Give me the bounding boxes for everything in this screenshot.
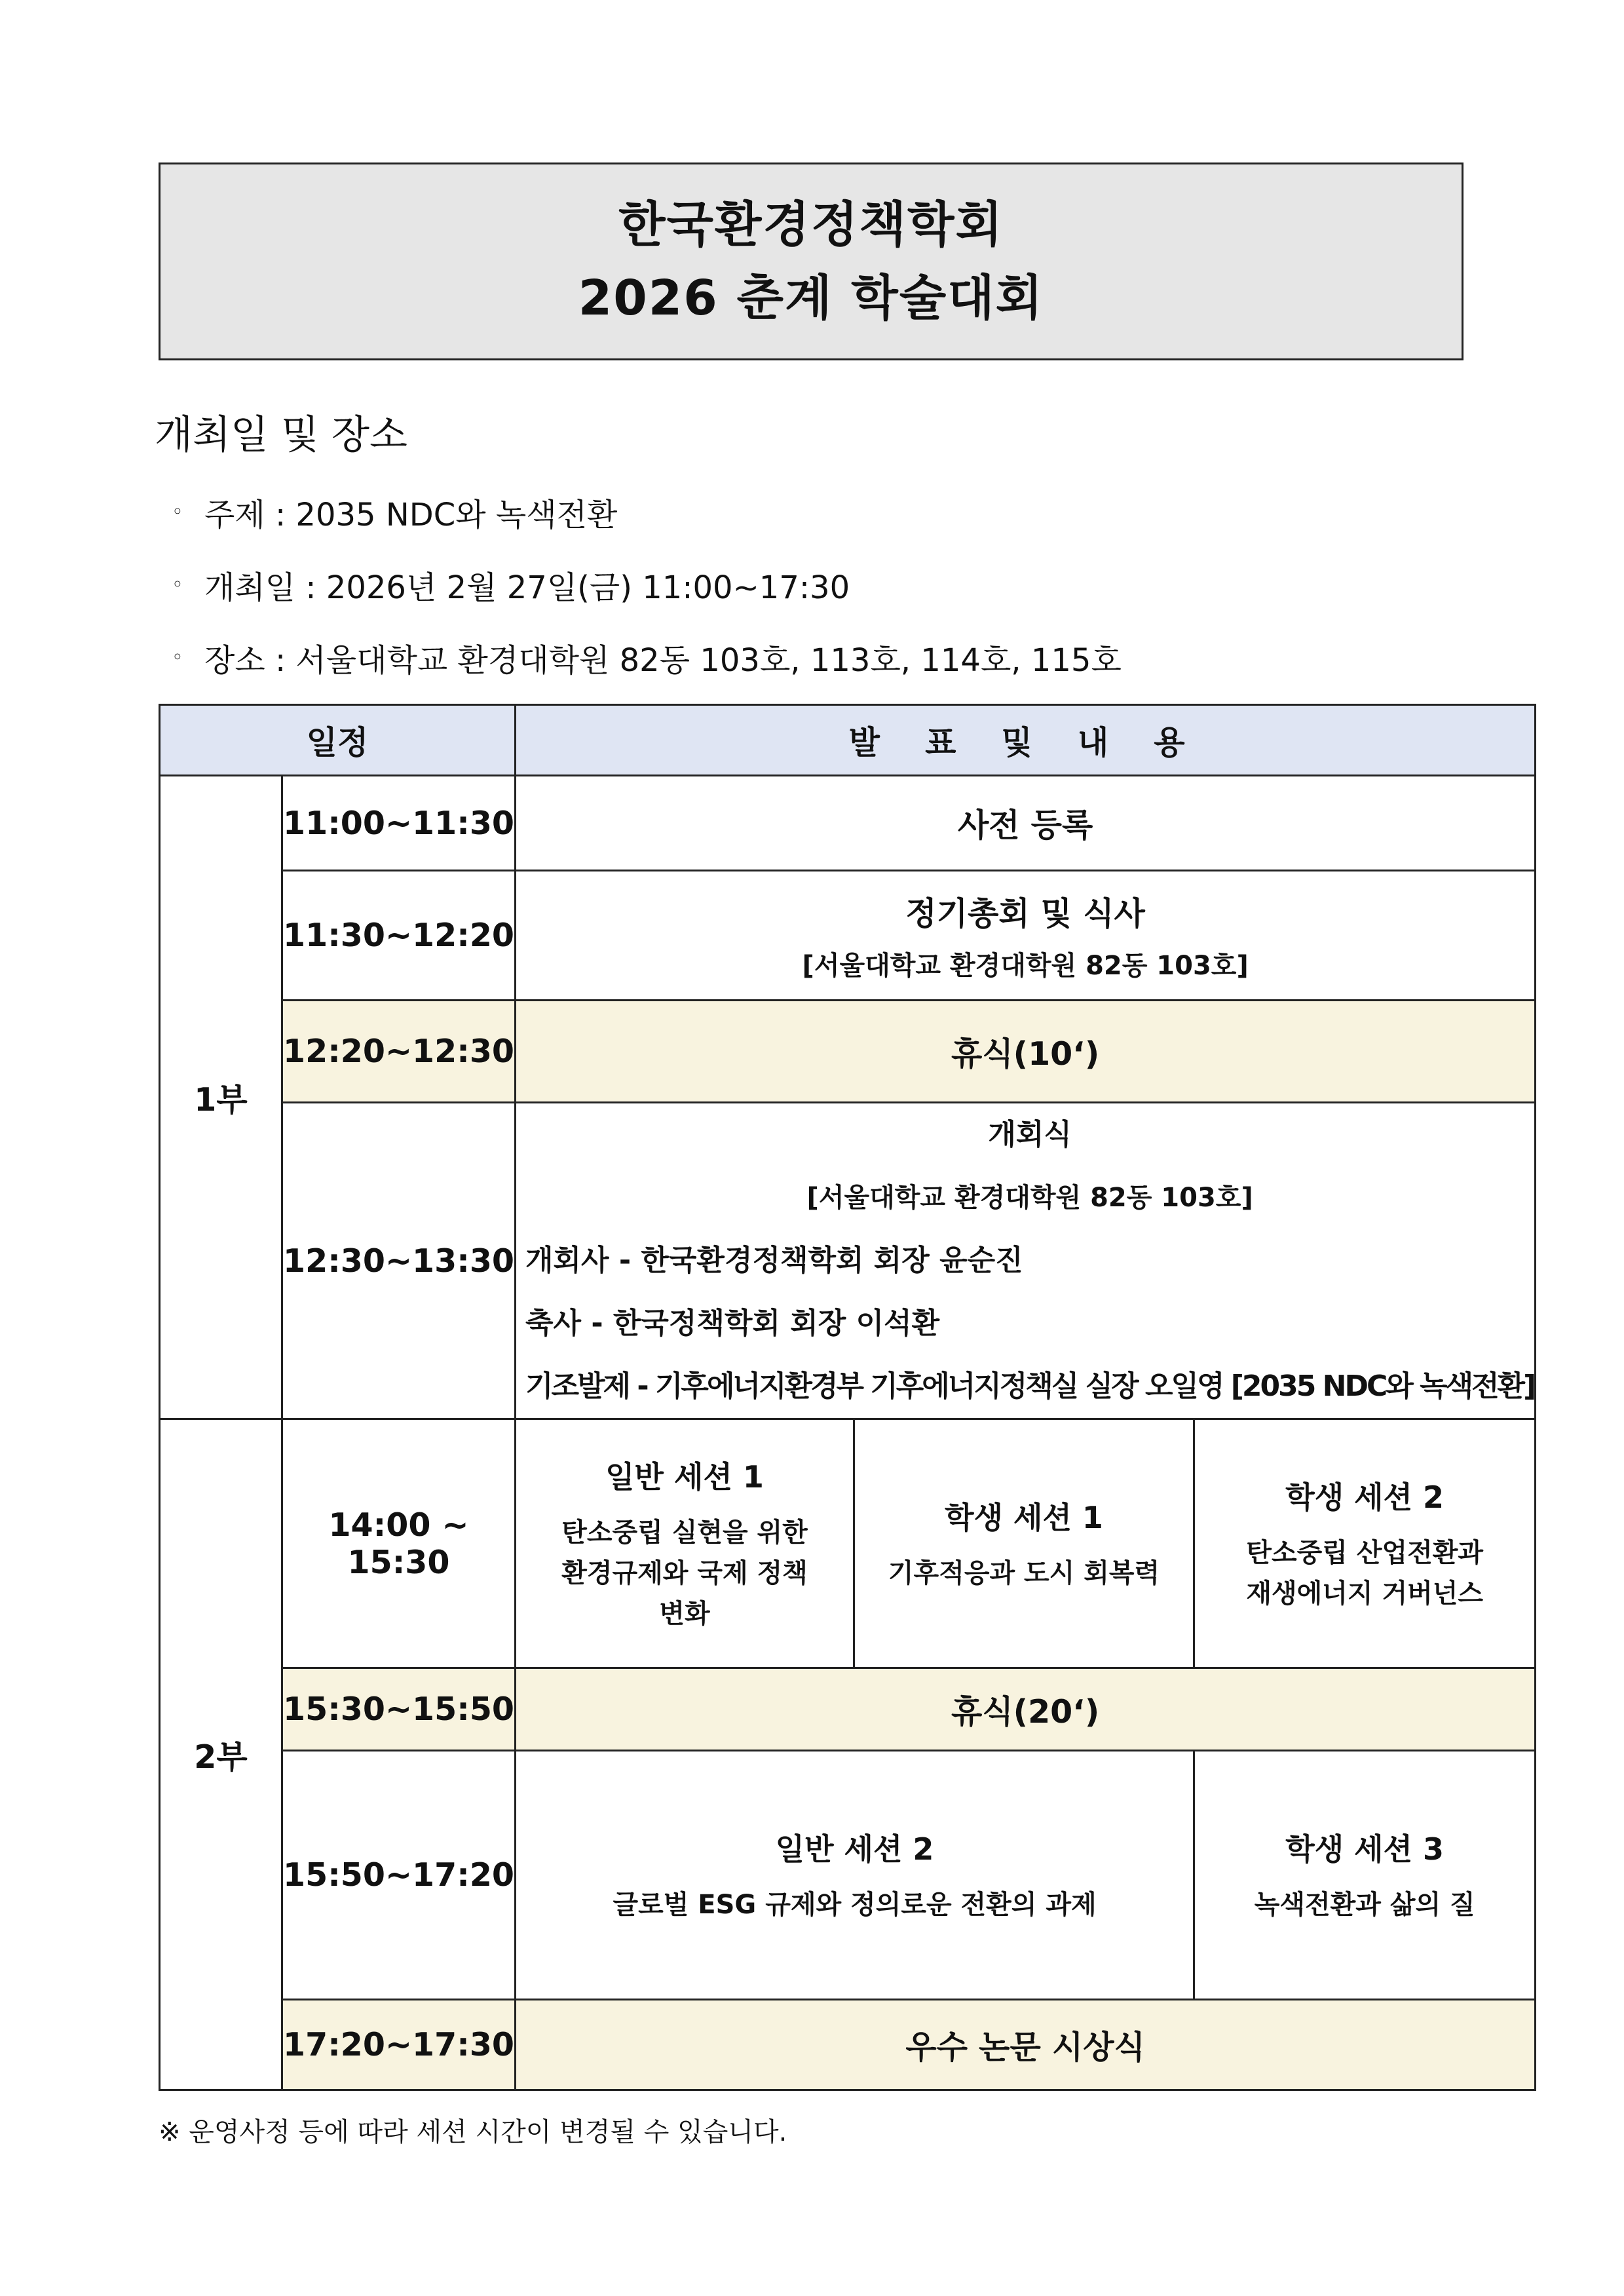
time-cell: 15:30~15:50 bbox=[282, 1668, 516, 1751]
session-desc: 탄소중립 산업전환과 재생에너지 거버넌스 bbox=[1246, 1537, 1484, 1609]
time-cell: 11:00~11:30 bbox=[282, 776, 516, 871]
overview-item-date bbox=[172, 548, 1122, 621]
bullet-icon: ◦ bbox=[172, 646, 183, 669]
session-title: 학생 세션 1 bbox=[945, 1499, 1103, 1535]
table-row bbox=[160, 2000, 1536, 2090]
session-cell bbox=[1194, 1751, 1536, 2000]
award-cell: 우수 논문 시상식 bbox=[516, 2000, 1536, 2090]
title-line-1: 한국환경정책학회 bbox=[618, 197, 1004, 253]
session-desc: 탄소중립 실현을 위한 환경규제와 국제 정책 변화 bbox=[561, 1517, 808, 1629]
break-cell: 휴식(10‘) bbox=[516, 1001, 1536, 1103]
header-content-label: 발 표 및 내 용 bbox=[848, 723, 1202, 761]
time-cell: 12:20~12:30 bbox=[282, 1001, 516, 1103]
session-cell bbox=[854, 1419, 1194, 1668]
content-title: 개회식 bbox=[988, 1118, 1072, 1151]
opening-ceremony-cell bbox=[516, 1103, 1536, 1419]
session-desc: 기후적응과 도시 회복력 bbox=[888, 1558, 1160, 1588]
break-cell: 휴식(20‘) bbox=[516, 1668, 1536, 1751]
table-row bbox=[160, 871, 1536, 1001]
session-title: 일반 세션 1 bbox=[605, 1459, 764, 1495]
overview-item-text: 주제 : 2035 NDC와 녹색전환 bbox=[204, 497, 618, 533]
footnote: ※ 운영사정 등에 따라 세션 시간이 변경될 수 있습니다. bbox=[159, 2117, 787, 2147]
overview-heading: 개최일 및 장소 bbox=[155, 412, 407, 458]
session-desc: 녹색전환과 삶의 질 bbox=[1254, 1889, 1475, 1920]
time-cell: 12:30~13:30 bbox=[282, 1103, 516, 1419]
table-header-row bbox=[160, 705, 1536, 776]
time-cell: 11:30~12:20 bbox=[282, 871, 516, 1001]
time-cell: 17:20~17:30 bbox=[282, 2000, 516, 2090]
content-title: 정기총회 및 식사 bbox=[905, 895, 1145, 932]
session-cell bbox=[516, 1751, 1194, 2000]
title-box bbox=[159, 163, 1463, 360]
content-cell bbox=[516, 871, 1536, 1001]
session-title: 학생 세션 3 bbox=[1285, 1831, 1445, 1867]
session-title: 일반 세션 2 bbox=[775, 1831, 934, 1867]
table-row bbox=[160, 1668, 1536, 1751]
content-cell: 사전 등록 bbox=[516, 776, 1536, 871]
session-cell bbox=[516, 1419, 854, 1668]
session-cell bbox=[1194, 1419, 1536, 1668]
speech-line: 축사 - 한국정책학회 회장 이석환 bbox=[525, 1307, 940, 1340]
overview-item-text: 개최일 : 2026년 2월 27일(금) 11:00~17:30 bbox=[204, 569, 850, 606]
session-title: 학생 세션 2 bbox=[1285, 1479, 1445, 1515]
bullet-icon: ◦ bbox=[172, 573, 183, 596]
table-row bbox=[160, 1001, 1536, 1103]
speech-line: 개회사 - 한국환경정책학회 회장 윤순진 bbox=[525, 1244, 1023, 1277]
title-line-2: 2026 춘계 학술대회 bbox=[578, 270, 1044, 326]
bullet-icon: ◦ bbox=[172, 501, 183, 524]
table-row bbox=[160, 1751, 1536, 2000]
time-cell: 14:00 ~ 15:30 bbox=[282, 1419, 516, 1668]
header-content bbox=[516, 705, 1536, 776]
location-text: [서울대학교 환경대학원 82동 103호] bbox=[806, 1183, 1253, 1213]
location-text: [서울대학교 환경대학원 82동 103호] bbox=[802, 951, 1249, 981]
overview-item-text: 장소 : 서울대학교 환경대학원 82동 103호, 113호, 114호, 115호 bbox=[204, 642, 1122, 679]
time-cell: 15:50~17:20 bbox=[282, 1751, 516, 2000]
overview-item-topic bbox=[172, 476, 1122, 548]
part-label-2: 2부 bbox=[160, 1419, 282, 2090]
schedule-table bbox=[159, 704, 1536, 2091]
session-desc: 글로벌 ESG 규제와 정의로운 전환의 과제 bbox=[613, 1889, 1097, 1920]
table-row bbox=[160, 776, 1536, 871]
speech-line: 기조발제 - 기후에너지환경부 기후에너지정책실 실장 오일영 [2035 NDC와 녹색전환] bbox=[525, 1369, 1535, 1403]
overview-list bbox=[172, 476, 1122, 694]
table-row bbox=[160, 1103, 1536, 1419]
part-label-1: 1부 bbox=[160, 776, 282, 1419]
table-row bbox=[160, 1419, 1536, 1668]
overview-item-venue bbox=[172, 621, 1122, 694]
header-schedule: 일정 bbox=[160, 705, 516, 776]
